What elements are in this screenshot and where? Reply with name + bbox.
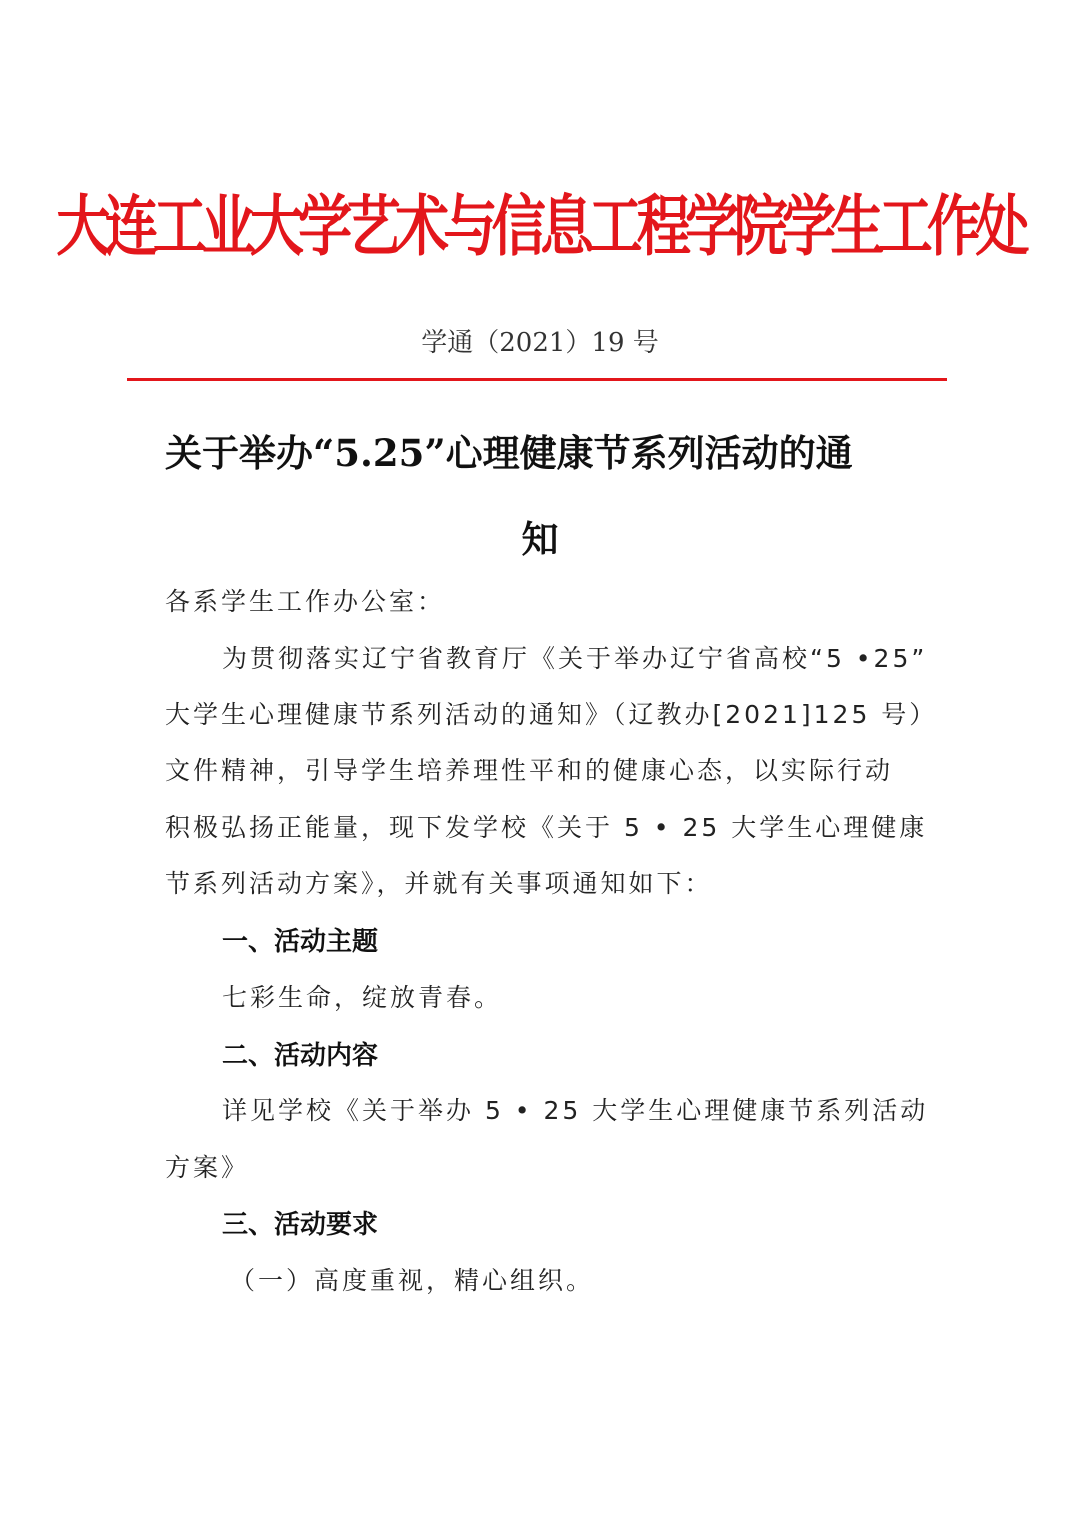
section-3-heading: 三、活动要求	[222, 1210, 379, 1240]
intro-line-3: 文件精神，引导学生培养理性平和的健康心态，以实际行动	[165, 756, 894, 785]
section-2-line-1: 详见学校《关于举办 5 • 25 大学生心理健康节系列活动	[222, 1096, 929, 1125]
document-title	[165, 410, 915, 582]
document-number: 学通（2021）19 号	[421, 328, 659, 358]
letterhead-title: 大连工业大学艺术与信息工程学院学生工作处	[56, 186, 1024, 265]
red-divider-line	[127, 378, 947, 381]
section-2-line-2: 方案》	[165, 1153, 250, 1182]
document-title-line-2: 知	[521, 517, 559, 561]
intro-line-1: 为贯彻落实辽宁省教育厅《关于举办辽宁省高校“5 •25”	[222, 644, 928, 673]
intro-line-4: 积极弘扬正能量，现下发学校《关于 5 • 25 大学生心理健康	[165, 813, 928, 842]
intro-line-2: 大学生心理健康节系列活动的通知》（辽教办[2021]125 号）	[165, 700, 938, 729]
section-3-item-1: （一）高度重视，精心组织。	[230, 1266, 595, 1295]
section-1-text: 七彩生命，绽放青春。	[222, 983, 503, 1012]
document-title-line-1: 关于举办“5.25”心理健康节系列活动的通	[165, 431, 853, 475]
section-2-heading: 二、活动内容	[222, 1041, 379, 1071]
intro-line-5: 节系列活动方案》，并就有关事项通知如下：	[165, 869, 713, 898]
salutation: 各系学生工作办公室：	[165, 587, 446, 616]
section-1-heading: 一、活动主题	[222, 927, 379, 957]
